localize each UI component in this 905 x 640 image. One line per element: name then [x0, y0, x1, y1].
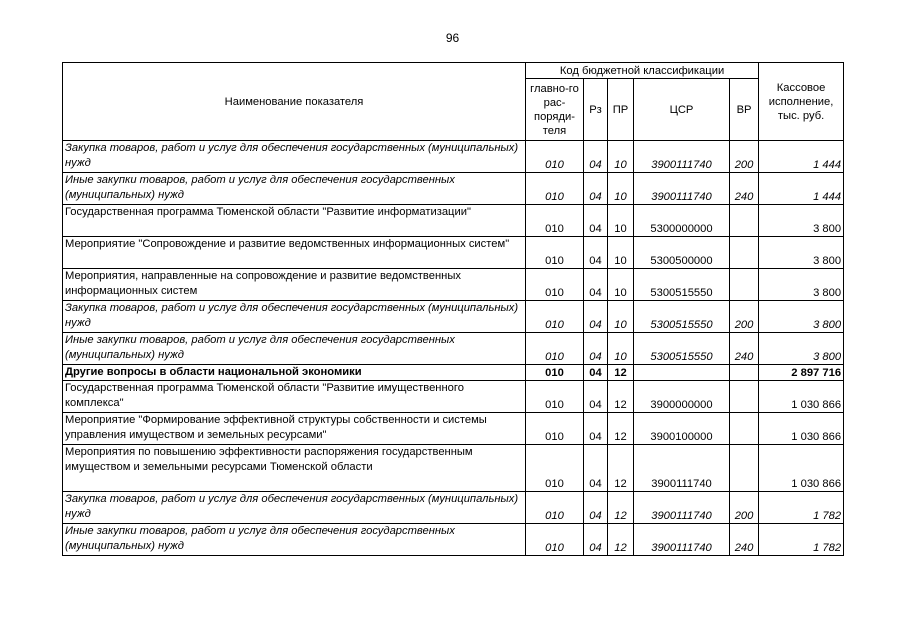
table-row	[63, 413, 844, 445]
cell-amount: 1 444	[759, 173, 844, 205]
cell-csr: 5300515550	[634, 301, 730, 333]
cell-rz: 04	[584, 237, 608, 269]
cell-csr	[634, 365, 730, 381]
cell-grbs: 010	[526, 333, 584, 365]
cell-csr: 3900100000	[634, 413, 730, 445]
cell-pr: 12	[608, 365, 634, 381]
cell-amount: 3 800	[759, 205, 844, 237]
cell-pr: 12	[608, 524, 634, 556]
cell-rz: 04	[584, 205, 608, 237]
cell-name: Закупка товаров, работ и услуг для обеспечения государственных (муниципальных) нужд	[63, 301, 526, 333]
cell-csr: 3900111740	[634, 173, 730, 205]
cell-amount: 3 800	[759, 301, 844, 333]
cell-name: Мероприятия, направленные на сопровождение и развитие ведомственных информационных систем	[63, 269, 526, 301]
header-grbs: главно-го рас-поряди-теля	[526, 79, 584, 141]
cell-grbs: 010	[526, 237, 584, 269]
table-row	[63, 141, 844, 173]
cell-amount: 3 800	[759, 269, 844, 301]
cell-grbs: 010	[526, 141, 584, 173]
table-body	[63, 141, 844, 556]
cell-vr: 240	[730, 173, 759, 205]
cell-rz: 04	[584, 173, 608, 205]
budget-table	[62, 62, 844, 556]
cell-amount: 3 800	[759, 237, 844, 269]
table-row	[63, 269, 844, 301]
header-csr: ЦСР	[634, 79, 730, 141]
cell-csr: 5300000000	[634, 205, 730, 237]
cell-pr: 10	[608, 333, 634, 365]
cell-name: Мероприятие "Формирование эффективной структуры собственности и системы управления имуществом и земельных ресурсами"	[63, 413, 526, 445]
header-amount: Кассовое исполнение, тыс. руб.	[759, 63, 844, 141]
cell-vr	[730, 269, 759, 301]
cell-rz: 04	[584, 381, 608, 413]
cell-rz: 04	[584, 333, 608, 365]
cell-rz: 04	[584, 269, 608, 301]
cell-name: Государственная программа Тюменской области "Развитие информатизации"	[63, 205, 526, 237]
cell-grbs: 010	[526, 381, 584, 413]
cell-grbs: 010	[526, 205, 584, 237]
cell-pr: 12	[608, 381, 634, 413]
cell-vr	[730, 205, 759, 237]
cell-vr	[730, 237, 759, 269]
cell-name: Другие вопросы в области национальной экономики	[63, 365, 526, 381]
cell-name: Государственная программа Тюменской области "Развитие имущественного комплекса"	[63, 381, 526, 413]
cell-vr: 240	[730, 524, 759, 556]
page-number: 96	[445, 31, 460, 45]
cell-rz: 04	[584, 445, 608, 492]
cell-vr: 200	[730, 301, 759, 333]
cell-grbs: 010	[526, 173, 584, 205]
table-row	[63, 205, 844, 237]
table-row	[63, 301, 844, 333]
table-row	[63, 381, 844, 413]
cell-grbs: 010	[526, 445, 584, 492]
table-row	[63, 173, 844, 205]
header-name: Наименование показателя	[63, 63, 526, 141]
cell-vr	[730, 413, 759, 445]
cell-vr	[730, 365, 759, 381]
table-header	[63, 63, 844, 141]
cell-pr: 12	[608, 445, 634, 492]
table-row	[63, 365, 844, 381]
header-vr: ВР	[730, 79, 759, 141]
cell-pr: 10	[608, 205, 634, 237]
cell-amount: 1 030 866	[759, 445, 844, 492]
cell-pr: 10	[608, 173, 634, 205]
cell-rz: 04	[584, 365, 608, 381]
cell-name: Мероприятие "Сопровождение и развитие ведомственных информационных систем"	[63, 237, 526, 269]
cell-csr: 5300515550	[634, 333, 730, 365]
header-rz: Рз	[584, 79, 608, 141]
cell-vr	[730, 445, 759, 492]
cell-grbs: 010	[526, 365, 584, 381]
header-code-group: Код бюджетной классификации	[526, 63, 759, 79]
cell-pr: 12	[608, 492, 634, 524]
cell-csr: 3900111740	[634, 524, 730, 556]
cell-name: Закупка товаров, работ и услуг для обеспечения государственных (муниципальных) нужд	[63, 141, 526, 173]
cell-vr: 200	[730, 492, 759, 524]
cell-csr: 5300515550	[634, 269, 730, 301]
cell-csr: 3900111740	[634, 445, 730, 492]
table-row	[63, 445, 844, 492]
cell-pr: 10	[608, 237, 634, 269]
cell-amount: 3 800	[759, 333, 844, 365]
cell-vr	[730, 381, 759, 413]
cell-csr: 3900111740	[634, 492, 730, 524]
cell-amount: 1 030 866	[759, 413, 844, 445]
cell-csr: 3900000000	[634, 381, 730, 413]
cell-pr: 10	[608, 269, 634, 301]
table-row	[63, 333, 844, 365]
table-row	[63, 492, 844, 524]
cell-pr: 10	[608, 141, 634, 173]
cell-pr: 12	[608, 413, 634, 445]
cell-rz: 04	[584, 492, 608, 524]
cell-amount: 1 782	[759, 492, 844, 524]
cell-name: Мероприятия по повышению эффективности распоряжения государственным имуществом и земельными ресурсами Тюменской области	[63, 445, 526, 492]
cell-name: Иные закупки товаров, работ и услуг для обеспечения государственных (муниципальных) нужд	[63, 333, 526, 365]
table-row	[63, 237, 844, 269]
cell-grbs: 010	[526, 413, 584, 445]
cell-vr: 200	[730, 141, 759, 173]
cell-csr: 3900111740	[634, 141, 730, 173]
cell-amount: 1 030 866	[759, 381, 844, 413]
cell-amount: 1 444	[759, 141, 844, 173]
cell-grbs: 010	[526, 492, 584, 524]
cell-name: Иные закупки товаров, работ и услуг для обеспечения государственных (муниципальных) нужд	[63, 524, 526, 556]
cell-amount: 2 897 716	[759, 365, 844, 381]
cell-name: Иные закупки товаров, работ и услуг для обеспечения государственных (муниципальных) нужд	[63, 173, 526, 205]
header-pr: ПР	[608, 79, 634, 141]
cell-csr: 5300500000	[634, 237, 730, 269]
cell-pr: 10	[608, 301, 634, 333]
cell-rz: 04	[584, 413, 608, 445]
cell-grbs: 010	[526, 269, 584, 301]
cell-rz: 04	[584, 141, 608, 173]
cell-vr: 240	[730, 333, 759, 365]
cell-rz: 04	[584, 301, 608, 333]
cell-name: Закупка товаров, работ и услуг для обеспечения государственных (муниципальных) нужд	[63, 492, 526, 524]
cell-rz: 04	[584, 524, 608, 556]
cell-grbs: 010	[526, 524, 584, 556]
cell-grbs: 010	[526, 301, 584, 333]
table-row	[63, 524, 844, 556]
cell-amount: 1 782	[759, 524, 844, 556]
